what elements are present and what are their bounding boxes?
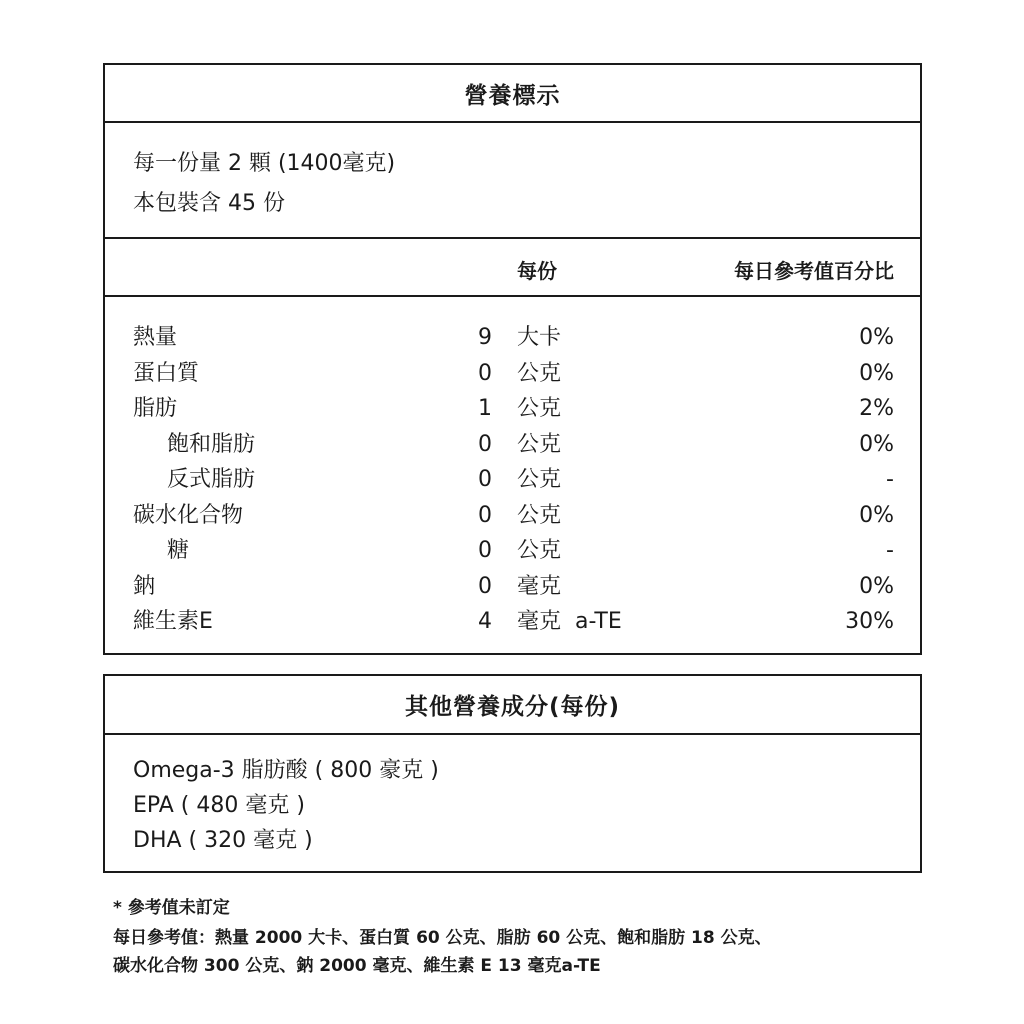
nutrient-daily-value: 30% [845, 609, 894, 634]
nutrient-unit: 大卡 [517, 325, 562, 350]
nutrient-unit: 公克 [517, 502, 562, 528]
table-header [105, 239, 920, 297]
nutrient-rows [105, 297, 920, 640]
serving-size: 每一份量 2 顆 (1400毫克) [133, 151, 396, 176]
nutrient-amount: 0 [478, 502, 492, 528]
nutrient-unit: 毫克 a-TE [517, 609, 622, 634]
table-row [105, 569, 920, 605]
nutrient-name: 蛋白質 [133, 360, 200, 386]
nutrient-name: 鈉 [133, 573, 156, 599]
serving-info [105, 123, 920, 239]
other-nutrients-list [105, 735, 920, 858]
header-daily-value: 每日參考值百分比 [734, 259, 894, 283]
footnote [113, 894, 933, 980]
nutrient-name: 碳水化合物 [133, 502, 244, 528]
list-item: Omega-3 脂肪酸 ( 800 豪克 ) [133, 758, 439, 783]
nutrient-name: 維生素E [133, 609, 213, 634]
nutrient-unit: 公克 [517, 431, 562, 457]
table-row [105, 462, 920, 498]
nutrient-name: 飽和脂肪 [167, 431, 256, 457]
nutrient-daily-value: - [886, 538, 894, 563]
nutrition-facts-panel [103, 63, 922, 655]
footnote-star-note: * 參考值未訂定 [113, 898, 230, 918]
nutrient-daily-value: - [886, 467, 894, 492]
list-item: EPA ( 480 毫克 ) [133, 793, 305, 818]
nutrient-amount: 0 [478, 360, 492, 386]
nutrient-daily-value: 2% [859, 396, 894, 421]
nutrient-daily-value: 0% [859, 360, 894, 386]
nutrient-amount: 0 [478, 573, 492, 599]
servings-per-package: 本包裝含 45 份 [133, 191, 285, 216]
other-nutrients-panel [103, 674, 922, 873]
table-row [105, 498, 920, 534]
table-row [105, 604, 920, 640]
table-row [105, 533, 920, 569]
nutrient-daily-value: 0% [859, 573, 894, 599]
footnote-reference-line-2: 碳水化合物 300 公克、鈉 2000 毫克、維生素 E 13 毫克a-TE [113, 956, 601, 976]
nutrient-name: 脂肪 [133, 396, 178, 421]
nutrient-unit: 公克 [517, 538, 562, 563]
nutrient-unit: 毫克 [517, 573, 562, 599]
table-row [105, 356, 920, 392]
nutrient-unit: 公克 [517, 360, 562, 386]
nutrient-name: 糖 [167, 538, 190, 563]
nutrient-name: 熱量 [133, 325, 178, 350]
table-row [105, 391, 920, 427]
footnote-reference-line-1: 每日參考值：熱量 2000 大卡、蛋白質 60 公克、脂肪 60 公克、飽和脂肪 18 公克、 [113, 928, 772, 948]
table-row [105, 320, 920, 356]
header-per-serving: 每份 [517, 259, 557, 283]
nutrient-amount: 0 [478, 431, 492, 457]
nutrient-amount: 9 [478, 325, 492, 350]
other-nutrients-title: 其他營養成分(每份) [105, 676, 920, 735]
list-item: DHA ( 320 毫克 ) [133, 828, 313, 853]
nutrient-amount: 1 [478, 396, 492, 421]
nutrition-title: 營養標示 [105, 65, 920, 123]
nutrient-daily-value: 0% [859, 325, 894, 350]
nutrient-unit: 公克 [517, 467, 562, 492]
table-row [105, 427, 920, 463]
nutrient-unit: 公克 [517, 396, 562, 421]
nutrient-amount: 4 [478, 609, 492, 634]
nutrient-daily-value: 0% [859, 431, 894, 457]
nutrient-amount: 0 [478, 467, 492, 492]
nutrient-name: 反式脂肪 [167, 467, 256, 492]
nutrient-daily-value: 0% [859, 502, 894, 528]
nutrient-amount: 0 [478, 538, 492, 563]
